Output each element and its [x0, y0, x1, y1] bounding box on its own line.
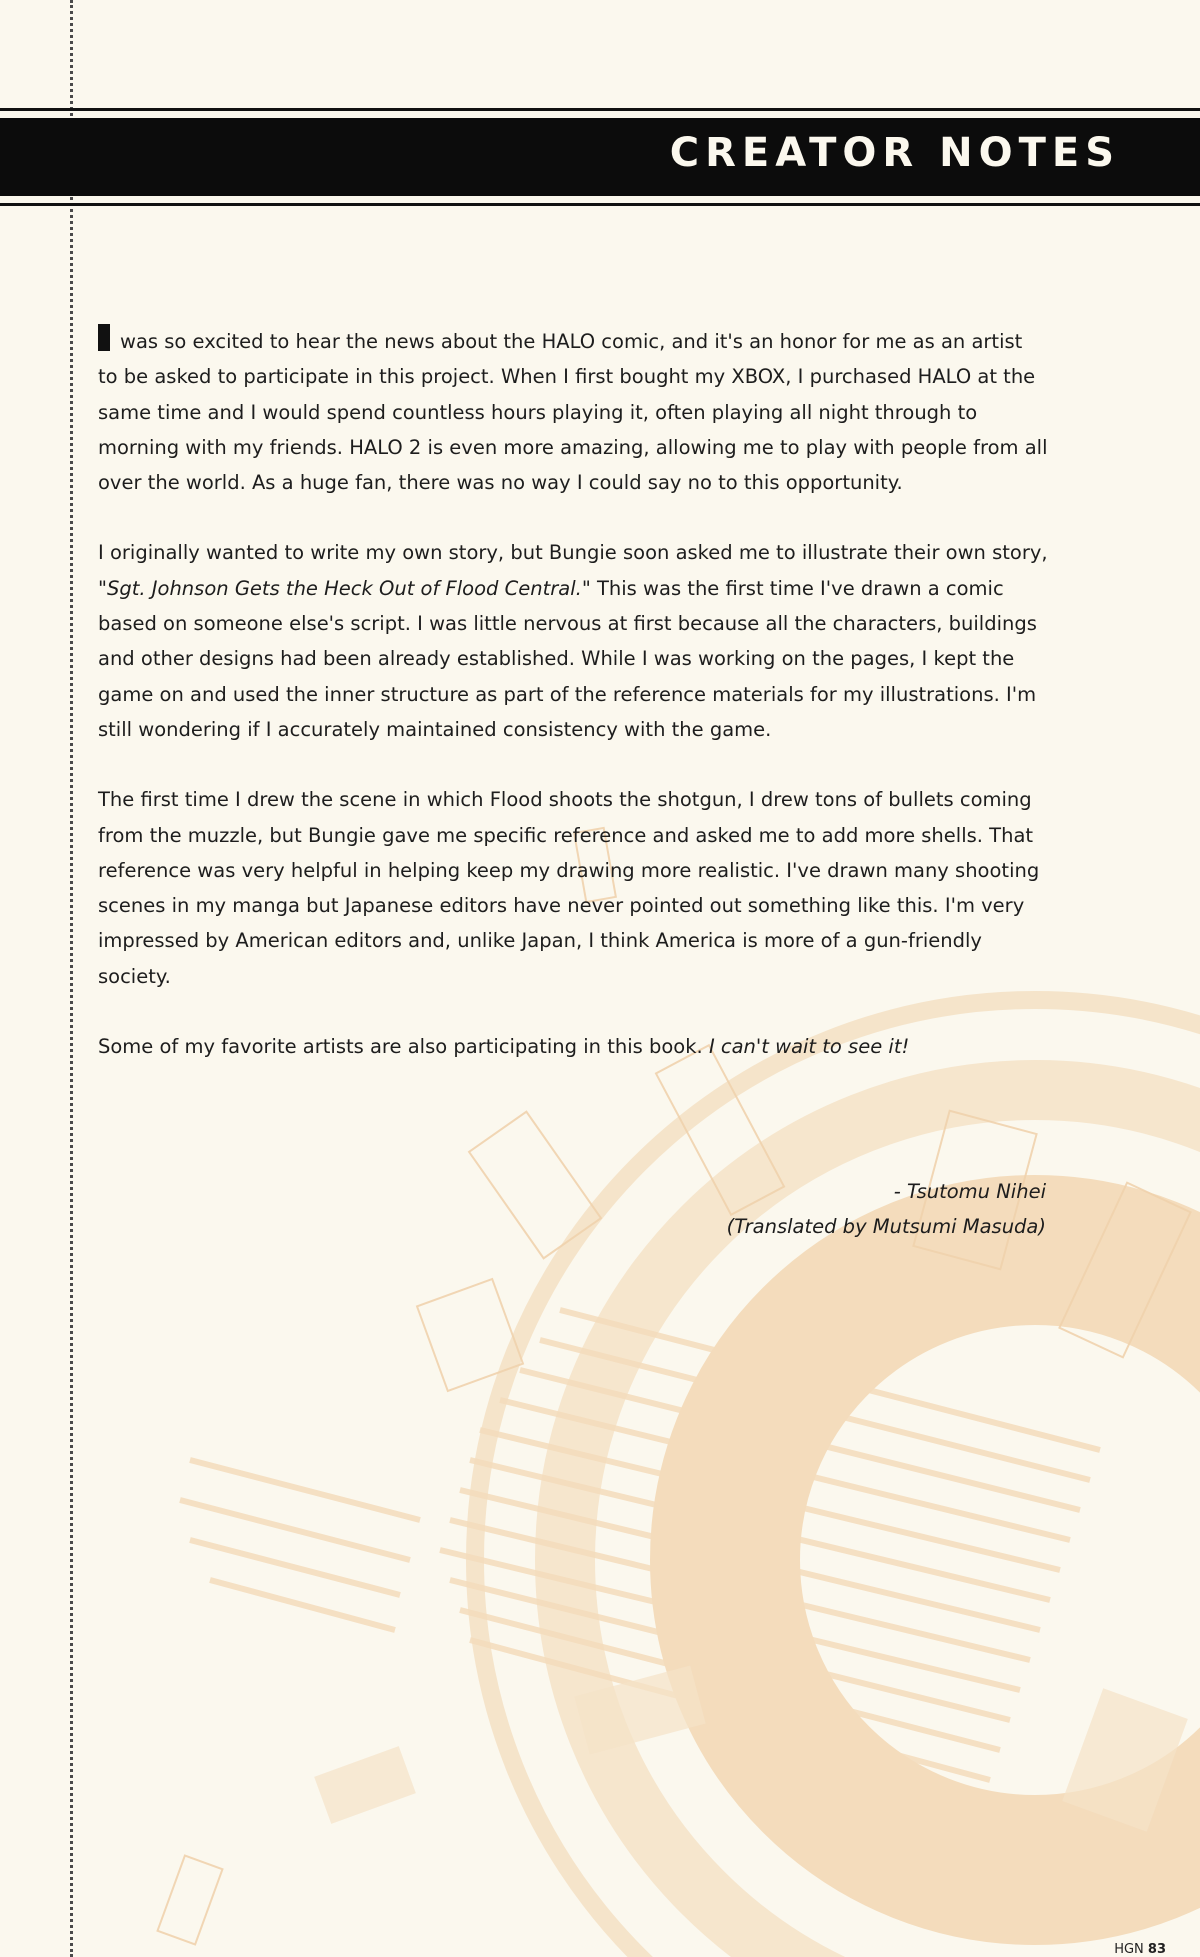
header-rule-top [0, 108, 1200, 111]
paragraph-1 [98, 324, 1048, 500]
paragraph-4-text: Some of my favorite artists are also participating in this book. [98, 1035, 709, 1059]
translator-credit: (Translated by Mutsumi Masuda) [726, 1215, 1046, 1239]
paragraph-4-emphasis: I can't wait to see it! [708, 1035, 910, 1059]
drop-cap [98, 324, 110, 351]
page-number: 83 [1147, 1942, 1166, 1957]
paragraph-1-text: was so excited to hear the news about the HALO comic, and it's an honor for me as an artist to be asked to participate in this project. When I first bought my XBOX, I purchased HALO at the same time and I would spend countless hours playing it, often playing all night through to morning with my friends. HALO 2 is even more amazing, allowing me to play with people from all over the world. As a huge fan, there was no way I could say no to this opportunity. [98, 330, 1048, 495]
header-rule-bottom [0, 203, 1200, 206]
paragraph-4 [98, 1029, 1048, 1064]
story-title: "Sgt. Johnson Gets the Heck Out of Flood Central." [98, 576, 591, 600]
paragraph-2 [98, 535, 1048, 747]
paragraph-3-text: The first time I drew the scene in which Flood shoots the shotgun, I drew tons of bullets coming from the muzzle, but Bungie gave me specific reference and asked me to add more shells. That reference was very helpful in helping keep my drawing more realistic. I've drawn many shooting scenes in my manga but Japanese editors have never pointed out something like this. I'm very impressed by American editors and, unlike Japan, I think America is more of a gun-friendly society. [98, 788, 1040, 988]
signature-block [727, 1174, 1046, 1245]
header-banner [0, 118, 1200, 196]
page-title: CREATOR NOTES [669, 130, 1120, 176]
series-label: HGN [1114, 1942, 1144, 1957]
page-folio [1114, 1942, 1166, 1957]
paragraph-2-text-a: I originally wanted to write my own story, but Bungie soon asked me to illustrate their own story, [98, 541, 1048, 565]
paragraph-3 [98, 782, 1048, 994]
article-body [98, 324, 1048, 1099]
paragraph-2-text-b: This was the first time I've drawn a comic based on someone else's script. I was little nervous at first because all the characters, buildings and other designs had been already established. While I was working on the pages, I kept the game on and used the inner structure as part of the reference materials for my illustrations. I'm still wondering if I accurately maintained consistency with the game. [98, 576, 1037, 741]
author-name: - Tsutomu Nihei [893, 1180, 1046, 1203]
